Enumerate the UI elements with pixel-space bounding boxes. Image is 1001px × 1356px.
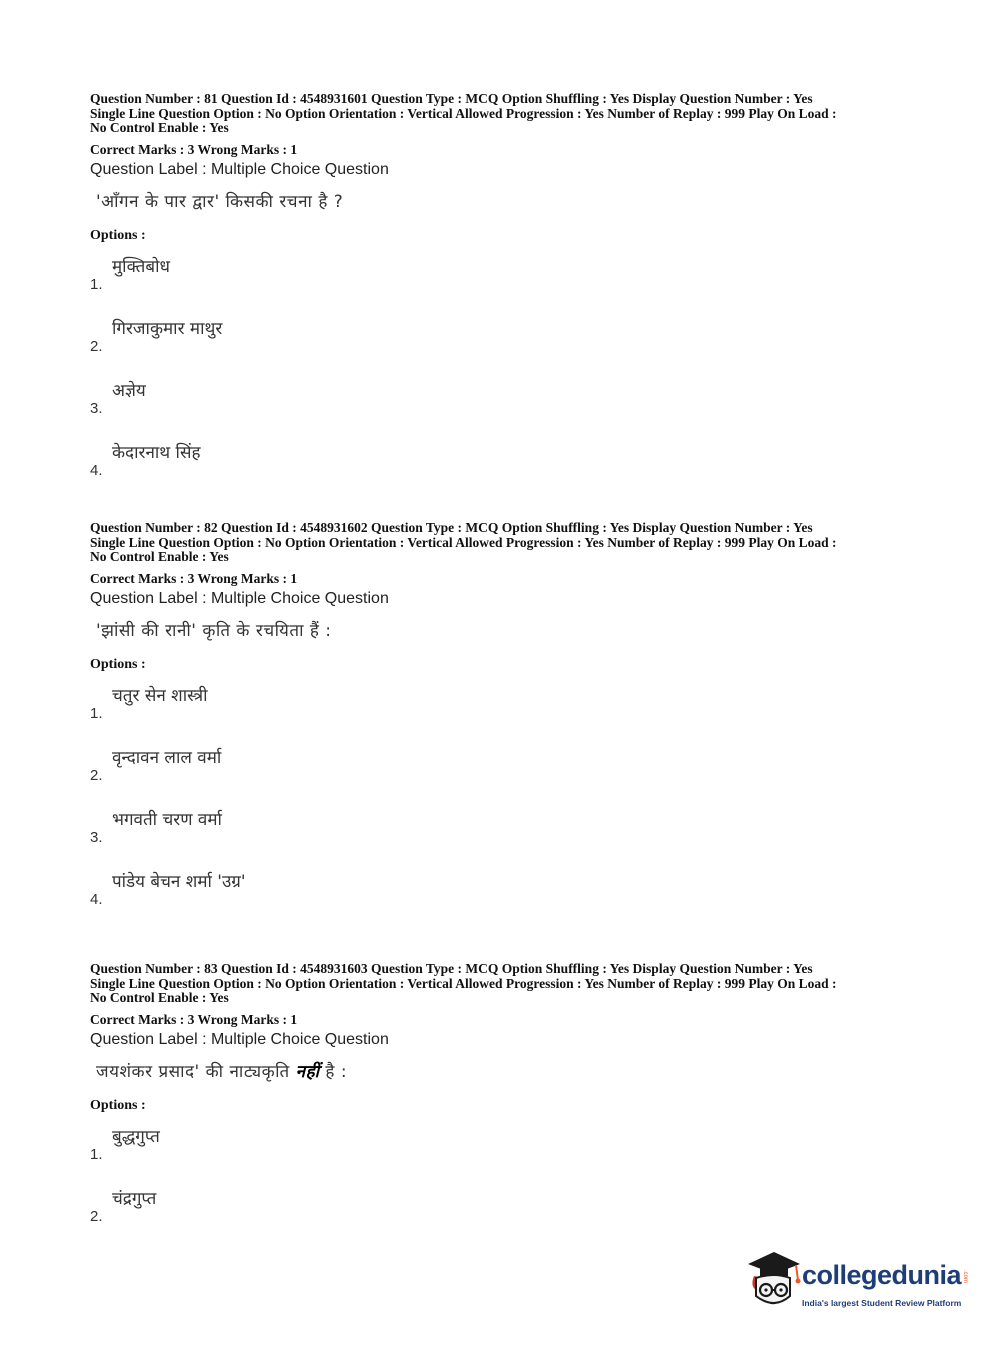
option-number: 4. (90, 890, 103, 908)
option-number: 2. (90, 337, 103, 355)
option-text: चंद्रगुप्त (112, 1188, 157, 1209)
question-meta (90, 521, 920, 565)
options-list (90, 683, 920, 931)
collegedunia-logo[interactable] (740, 1250, 980, 1322)
question-label: Question Label : Multiple Choice Question (90, 160, 389, 178)
question-meta (90, 92, 920, 136)
option-number: 1. (90, 1145, 103, 1163)
option-item (90, 1124, 920, 1186)
option-text: चतुर सेन शास्त्री (112, 685, 208, 706)
option-item (90, 1186, 920, 1248)
question-81 (90, 92, 920, 502)
question-label: Question Label : Multiple Choice Question (90, 589, 389, 607)
option-number: 2. (90, 766, 103, 784)
option-item (90, 745, 920, 807)
option-number: 4. (90, 461, 103, 479)
stem-emphasis: नहीं (295, 1061, 320, 1082)
meta-line: Question Number : 82 Question Id : 4548931602 Question Type : MCQ Option Shuffling : Yes Display Question Number : Yes (90, 520, 813, 535)
options-list (90, 1124, 920, 1248)
option-item (90, 683, 920, 745)
options-heading: Options : (90, 227, 146, 243)
option-number: 3. (90, 828, 103, 846)
meta-line: No Control Enable : Yes (90, 120, 229, 135)
option-text: पांडेय बेचन शर्मा 'उग्र' (112, 871, 246, 892)
brand-tagline: India's largest Student Review Platform (802, 1298, 962, 1308)
brand-domain: .com (962, 1270, 968, 1284)
brand-name: collegedunia (802, 1260, 962, 1290)
meta-line: Question Number : 81 Question Id : 4548931601 Question Type : MCQ Option Shuffling : Yes Display Question Number : Yes (90, 91, 813, 106)
option-text: मुक्तिबोध (112, 256, 170, 277)
stem-text: जयशंकर प्रसाद' की नाट्यकृति (96, 1061, 290, 1082)
options-heading: Options : (90, 656, 146, 672)
meta-line: No Control Enable : Yes (90, 549, 229, 564)
option-number: 2. (90, 1207, 103, 1225)
marks-line: Correct Marks : 3 Wrong Marks : 1 (90, 141, 298, 157)
stem-text: है : (325, 1061, 348, 1082)
option-item (90, 440, 920, 502)
options-list (90, 254, 920, 502)
option-item (90, 807, 920, 869)
option-item (90, 869, 920, 931)
question-stem: 'आँगन के पार द्वार' किसकी रचना है ? (96, 191, 344, 212)
option-item (90, 316, 920, 378)
meta-line: Question Number : 83 Question Id : 4548931603 Question Type : MCQ Option Shuffling : Yes Display Question Number : Yes (90, 961, 813, 976)
question-stem (90, 1059, 920, 1082)
option-item (90, 254, 920, 316)
question-83 (90, 962, 920, 1248)
question-meta (90, 962, 920, 1006)
option-text: वृन्दावन लाल वर्मा (112, 747, 222, 768)
question-label: Question Label : Multiple Choice Question (90, 1030, 389, 1048)
option-text: केदारनाथ सिंह (112, 442, 201, 463)
meta-line: No Control Enable : Yes (90, 990, 229, 1005)
meta-line: Single Line Question Option : No Option Orientation : Vertical Allowed Progression : Yes Number of Replay : 999 Play On Load : (90, 534, 837, 550)
meta-line: Single Line Question Option : No Option Orientation : Vertical Allowed Progression : Yes Number of Replay : 999 Play On Load : (90, 105, 837, 121)
question-82 (90, 521, 920, 931)
options-heading: Options : (90, 1097, 146, 1113)
option-text: अज्ञेय (112, 380, 146, 401)
marks-line: Correct Marks : 3 Wrong Marks : 1 (90, 570, 298, 586)
option-number: 1. (90, 704, 103, 722)
option-number: 1. (90, 275, 103, 293)
option-text: बुद्धगुप्त (112, 1126, 160, 1147)
mascot-icon (740, 1250, 802, 1316)
option-text: भगवती चरण वर्मा (112, 809, 222, 830)
question-stem: 'झांसी की रानी' कृति के रचयिता हैं : (96, 620, 332, 641)
option-item (90, 378, 920, 440)
option-number: 3. (90, 399, 103, 417)
meta-line: Single Line Question Option : No Option Orientation : Vertical Allowed Progression : Yes Number of Replay : 999 Play On Load : (90, 975, 837, 991)
option-text: गिरजाकुमार माथुर (112, 318, 223, 339)
marks-line: Correct Marks : 3 Wrong Marks : 1 (90, 1011, 298, 1027)
